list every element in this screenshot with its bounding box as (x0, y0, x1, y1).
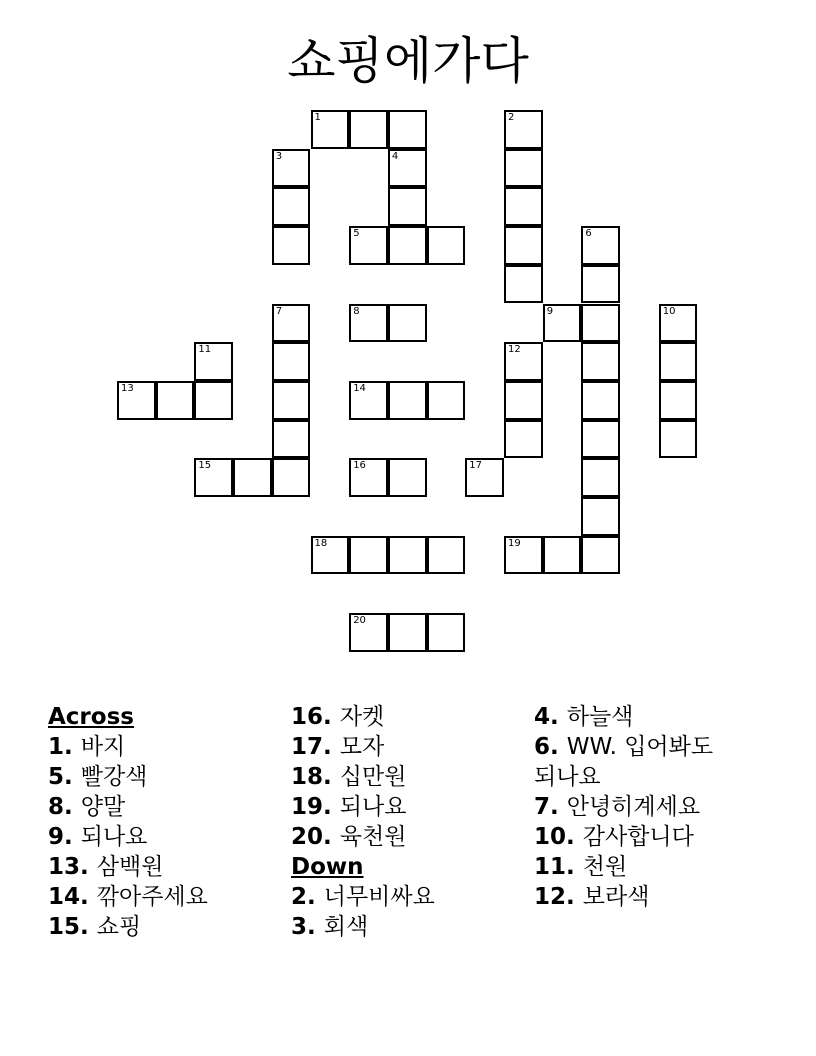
grid-cell[interactable] (581, 342, 620, 381)
clue-number: 1 (314, 112, 321, 123)
grid-cell[interactable] (581, 226, 620, 265)
grid-cell[interactable] (504, 265, 543, 304)
grid-cell[interactable] (117, 381, 156, 420)
clue-item-text: 육천원 (339, 824, 407, 850)
clue-item-text: 되나요 (80, 824, 148, 850)
grid-cell[interactable] (233, 458, 272, 497)
clue-item-text: 자켓 (339, 704, 385, 730)
grid-cell[interactable] (272, 381, 311, 420)
grid-cell[interactable] (504, 187, 543, 226)
grid-cell[interactable] (388, 187, 427, 226)
grid-cell[interactable] (194, 342, 233, 381)
clue-number: 16 (353, 460, 366, 472)
clue-column-2 (291, 702, 521, 942)
grid-cell[interactable] (388, 304, 427, 343)
grid-cell[interactable] (504, 381, 543, 420)
grid-cell[interactable] (427, 226, 466, 265)
clue-item-text: 천원 (582, 854, 628, 880)
grid-cell[interactable] (543, 304, 582, 343)
clue-item (48, 762, 278, 792)
clue-item-number: 2. (291, 884, 324, 910)
clue-item-number: 18. (291, 764, 340, 790)
clue-number: 10 (662, 305, 676, 317)
clue-item (291, 882, 521, 912)
clue-item-number: 13. (48, 854, 97, 880)
clue-item-number: 10. (534, 824, 583, 850)
grid-cell[interactable] (349, 304, 388, 343)
clue-item (291, 912, 521, 942)
clue-number: 4 (391, 150, 399, 162)
clue-item (534, 792, 724, 822)
grid-cell[interactable] (581, 265, 620, 304)
grid-cell[interactable] (581, 497, 620, 536)
grid-cell[interactable] (349, 381, 388, 420)
clue-item-number: 15. (48, 914, 97, 940)
clue-item (291, 822, 521, 852)
grid-cell[interactable] (504, 226, 543, 265)
grid-cell[interactable] (388, 458, 427, 497)
clue-number: 14 (353, 382, 366, 394)
clue-item-text: 감사합니다 (582, 824, 694, 850)
puzzle-title: 쇼핑에가다 (287, 32, 529, 90)
clue-item (291, 792, 521, 822)
clue-item-text: 안녕히계세요 (566, 794, 701, 820)
clue-item (534, 822, 724, 852)
grid-cell[interactable] (504, 149, 543, 188)
clue-number: 6 (585, 228, 592, 240)
clue-item (48, 792, 278, 822)
clue-item-number: 4. (534, 704, 567, 730)
clue-item-number: 12. (534, 884, 583, 910)
clue-item-number: 5. (48, 764, 81, 790)
clue-number: 20 (353, 615, 366, 627)
clue-item (48, 822, 278, 852)
clue-item (48, 912, 278, 942)
grid-cell[interactable] (388, 381, 427, 420)
clue-item-text: WW. 입어봐도되나요 (534, 734, 714, 790)
grid-cell[interactable] (581, 304, 620, 343)
grid-cell[interactable] (272, 304, 311, 343)
clue-heading: Across (48, 704, 134, 730)
clue-item-text: 하늘색 (566, 704, 634, 730)
clue-number: 8 (353, 305, 360, 317)
clue-number: 3 (275, 150, 283, 162)
grid-cell[interactable] (311, 110, 350, 149)
grid-cell[interactable] (504, 110, 543, 149)
grid-cell[interactable] (504, 420, 543, 459)
grid-cell[interactable] (581, 381, 620, 420)
clue-item-text: 바지 (80, 734, 126, 760)
grid-cell[interactable] (349, 613, 388, 652)
clue-item-text: 깎아주세요 (96, 884, 208, 910)
clue-item-text: 삼백원 (96, 854, 164, 880)
clue-column-1 (48, 702, 278, 942)
grid-cell[interactable] (311, 536, 350, 575)
grid-cell[interactable] (194, 381, 233, 420)
clue-item-number: 6. (534, 734, 567, 760)
grid-cell[interactable] (194, 458, 233, 497)
clue-item-number: 11. (534, 854, 583, 880)
grid-cell[interactable] (504, 342, 543, 381)
clue-number: 7 (275, 305, 283, 317)
grid-cell[interactable] (659, 381, 698, 420)
clue-item-number: 17. (291, 734, 340, 760)
grid-cell[interactable] (272, 149, 311, 188)
clue-item-number: 1. (48, 734, 81, 760)
clue-item-number: 3. (291, 914, 324, 940)
grid-cell[interactable] (659, 304, 698, 343)
clue-item (48, 852, 278, 882)
clue-item (534, 882, 724, 912)
grid-cell[interactable] (427, 536, 466, 575)
grid-cell[interactable] (388, 613, 427, 652)
clue-item (291, 762, 521, 792)
grid-cell[interactable] (388, 149, 427, 188)
clue-number: 12 (508, 344, 521, 356)
clue-item-text: 되나요 (339, 794, 407, 820)
clue-item-text: 모자 (339, 734, 385, 760)
grid-cell[interactable] (272, 420, 311, 459)
grid-cell[interactable] (581, 420, 620, 459)
clue-item (534, 732, 724, 792)
grid-cell[interactable] (465, 458, 504, 497)
clue-number: 11 (198, 344, 212, 356)
grid-cell[interactable] (272, 342, 311, 381)
clue-item (291, 702, 521, 732)
grid-cell[interactable] (272, 226, 311, 265)
grid-cell[interactable] (272, 187, 311, 226)
clue-item-number: 8. (48, 794, 81, 820)
grid-cell[interactable] (581, 458, 620, 497)
clue-item-text: 빨강색 (80, 764, 148, 790)
clue-item-number: 19. (291, 794, 340, 820)
clue-number: 5 (353, 228, 360, 240)
clue-item-number: 16. (291, 704, 340, 730)
clue-item (48, 732, 278, 762)
clue-item-number: 9. (48, 824, 81, 850)
clue-item-text: 십만원 (339, 764, 407, 790)
clue-item-text: 보라색 (582, 884, 650, 910)
grid-cell[interactable] (388, 110, 427, 149)
clue-number: 9 (546, 305, 554, 317)
grid-cell[interactable] (156, 381, 195, 420)
clue-item-text: 양말 (80, 794, 126, 820)
grid-cell[interactable] (272, 458, 311, 497)
clue-item-text: 쇼핑 (96, 914, 142, 940)
grid-cell[interactable] (349, 110, 388, 149)
clue-item-text: 너무비싸요 (323, 884, 435, 910)
grid-cell[interactable] (349, 536, 388, 575)
clue-number: 2 (508, 112, 515, 123)
grid-cell[interactable] (349, 458, 388, 497)
clue-number: 15 (198, 460, 212, 472)
clue-item (48, 882, 278, 912)
grid-cell[interactable] (659, 420, 698, 459)
grid-cell[interactable] (388, 226, 427, 265)
clue-number: 19 (508, 537, 521, 549)
clue-number: 18 (314, 537, 328, 549)
grid-cell[interactable] (427, 613, 466, 652)
clue-item-number: 7. (534, 794, 567, 820)
clue-number: 13 (121, 382, 134, 394)
clue-item (291, 732, 521, 762)
clue-number: 17 (469, 460, 483, 472)
clue-item-text: 회색 (323, 914, 369, 940)
grid-cell[interactable] (388, 536, 427, 575)
clue-item-number: 20. (291, 824, 340, 850)
clue-item (534, 852, 724, 882)
clue-item-number: 14. (48, 884, 97, 910)
clue-column-3 (534, 702, 724, 912)
clue-item (534, 702, 724, 732)
grid-cell[interactable] (581, 536, 620, 575)
grid-cell[interactable] (504, 536, 543, 575)
grid-cell[interactable] (659, 342, 698, 381)
clue-heading: Down (291, 854, 364, 880)
grid-cell[interactable] (427, 381, 466, 420)
grid-cell[interactable] (349, 226, 388, 265)
grid-cell[interactable] (543, 536, 582, 575)
